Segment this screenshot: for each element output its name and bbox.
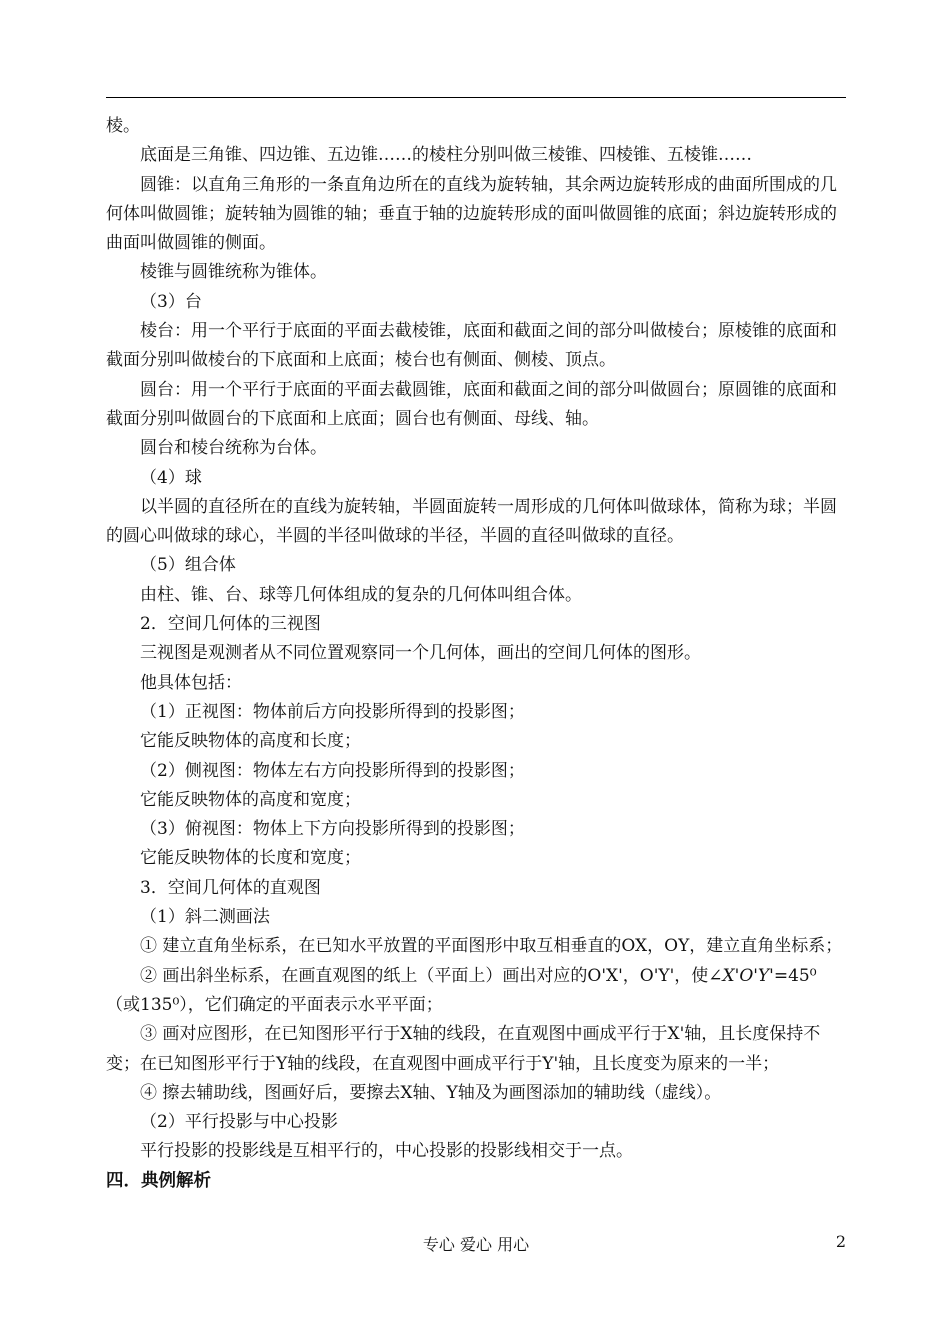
subheading: （5）组合体	[140, 555, 236, 576]
text-line: 他具体包括：	[140, 672, 242, 693]
step-3: ③ 画对应图形，在已知图形平行于X轴的线段，在直观图中画成平行于X'轴，且长度保持不变；在已知图形平行于Y轴的线段，在直观图中画成平行于Y'轴，且长度变为原来的一半；	[106, 1024, 821, 1074]
list-item: （1）正视图：物体前后方向投影所得到的投影图；	[140, 701, 525, 722]
text-line: 棱锥与圆锥统称为锥体。	[140, 262, 327, 283]
list-item: （3）俯视图：物体上下方向投影所得到的投影图；	[140, 819, 525, 840]
text-paragraph: 以半圆的直径所在的直线为旋转轴，半圆面旋转一周形成的几何体叫做球体，简称为球；半圆的圆心叫做球的球心，半圆的半径叫做球的半径，半圆的直径叫做球的直径。	[106, 496, 837, 547]
page-footer	[106, 1232, 846, 1256]
subheading: （1）斜二测画法	[140, 907, 270, 928]
list-item: （2）侧视图：物体左右方向投影所得到的投影图；	[140, 760, 525, 781]
text-line: 底面是三角锥、四边锥、五边锥……的棱柱分别叫做三棱锥、四棱锥、五棱锥……	[140, 145, 752, 166]
text-paragraph: 圆锥：以直角三角形的一条直角边所在的直线为旋转轴，其余两边旋转形成的曲面所围成的几何体叫做圆锥；旋转轴为圆锥的轴；垂直于轴的边旋转形成的面叫做圆锥的底面；斜边旋转形成的曲面叫做圆锥的侧面。	[106, 174, 837, 254]
text-line: 棱。	[106, 116, 140, 136]
subheading: （3）台	[140, 291, 202, 312]
text-paragraph: 棱台：用一个平行于底面的平面去截棱锥，底面和截面之间的部分叫做棱台；原棱锥的底面和截面分别叫做棱台的下底面和上底面；棱台也有侧面、侧棱、顶点。	[106, 321, 837, 371]
subheading: （2）平行投影与中心投影	[140, 1112, 338, 1133]
heading: 3．空间几何体的直观图	[140, 877, 321, 898]
section-heading: 四．典例解析	[106, 1170, 211, 1191]
text-line: 它能反映物体的高度和长度；	[140, 731, 361, 752]
text-line: 它能反映物体的高度和宽度；	[140, 789, 361, 810]
header-rule	[106, 97, 846, 98]
step-4: ④ 擦去辅助线，图画好后，要擦去X轴、Y轴及为画图添加的辅助线（虚线）。	[140, 1082, 722, 1103]
step-2-text-end: =45⁰（或135⁰），它们确定的平面表示水平平面；	[106, 965, 817, 1015]
step-2	[106, 962, 846, 1021]
text-line: 平行投影的投影线是互相平行的，中心投影的投影线相交于一点。	[140, 1141, 633, 1162]
text-line: 三视图是观测者从不同位置观察同一个几何体，画出的空间几何体的图形。	[140, 643, 701, 664]
step-1: ① 建立直角坐标系，在已知水平放置的平面图形中取互相垂直的OX，OY，建立直角坐标系；	[140, 936, 843, 957]
text-paragraph: 圆台：用一个平行于底面的平面去截圆锥，底面和截面之间的部分叫做圆台；原圆锥的底面和截面分别叫做圆台的下底面和上底面；圆台也有侧面、母线、轴。	[106, 379, 837, 429]
subheading: （4）球	[140, 467, 202, 488]
page-number: 2	[835, 1232, 846, 1251]
step-2-text: ② 画出斜坐标系，在画直观图的纸上（平面上）画出对应的O'X'，O'Y'，使	[140, 965, 709, 986]
document-body	[106, 112, 846, 1196]
text-line: 圆台和棱台统称为台体。	[140, 438, 327, 459]
footer-slogan: 专心 爱心 用心	[422, 1235, 530, 1254]
text-line: 它能反映物体的长度和宽度；	[140, 848, 361, 869]
angle-formula: ∠X'O'Y'	[708, 965, 774, 986]
heading: 2．空间几何体的三视图	[140, 614, 321, 635]
text-line: 由柱、锥、台、球等几何体组成的复杂的几何体叫组合体。	[140, 584, 582, 605]
